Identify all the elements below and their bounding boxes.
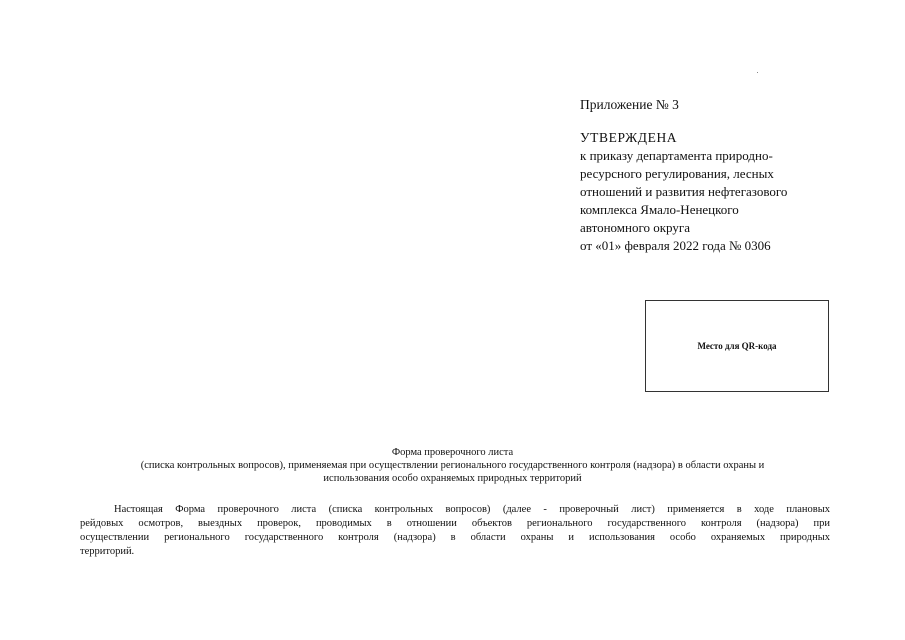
form-title	[60, 446, 845, 485]
approved-line: ресурсного регулирования, лесных	[580, 166, 774, 181]
intro-line: рейдовых осмотров, выездных проверок, проводимых в отношении объектов регионального государственного контроля (надзора) при	[80, 518, 830, 529]
approved-line: отношений и развития нефтегазового	[580, 184, 788, 199]
form-title-line: (списка контрольных вопросов), применяемая при осуществлении регионального государственного контроля (надзора) в области охраны и	[140, 460, 765, 471]
approved-line: комплекса Ямало-Ненецкого	[580, 202, 739, 217]
intro-line: Настоящая Форма проверочного листа (списка контрольных вопросов) (далее - проверочный лист) применяется в ходе плановых	[114, 504, 830, 515]
qr-code-label: Место для QR-кода	[697, 341, 777, 351]
intro-line: осуществлении регионального государственного контроля (надзора) в области охраны и использования особо охраняемых природных	[80, 532, 830, 543]
intro-paragraph	[80, 503, 830, 559]
form-title-line: использования особо охраняемых природных территорий	[323, 473, 582, 484]
approved-line: к приказу департамента природно-	[580, 148, 773, 163]
appendix-number: Приложение № 3	[580, 97, 679, 112]
approved-line: автономного округа	[580, 220, 690, 235]
scan-speck	[757, 72, 758, 73]
appendix-header	[580, 96, 880, 255]
qr-code-placeholder	[645, 300, 829, 392]
approved-line-order-date: от «01» февраля 2022 года № 0306	[580, 238, 771, 253]
intro-line: территорий.	[80, 546, 135, 557]
approved-title: УТВЕРЖДЕНА	[580, 130, 678, 145]
form-title-line: Форма проверочного листа	[391, 447, 514, 458]
